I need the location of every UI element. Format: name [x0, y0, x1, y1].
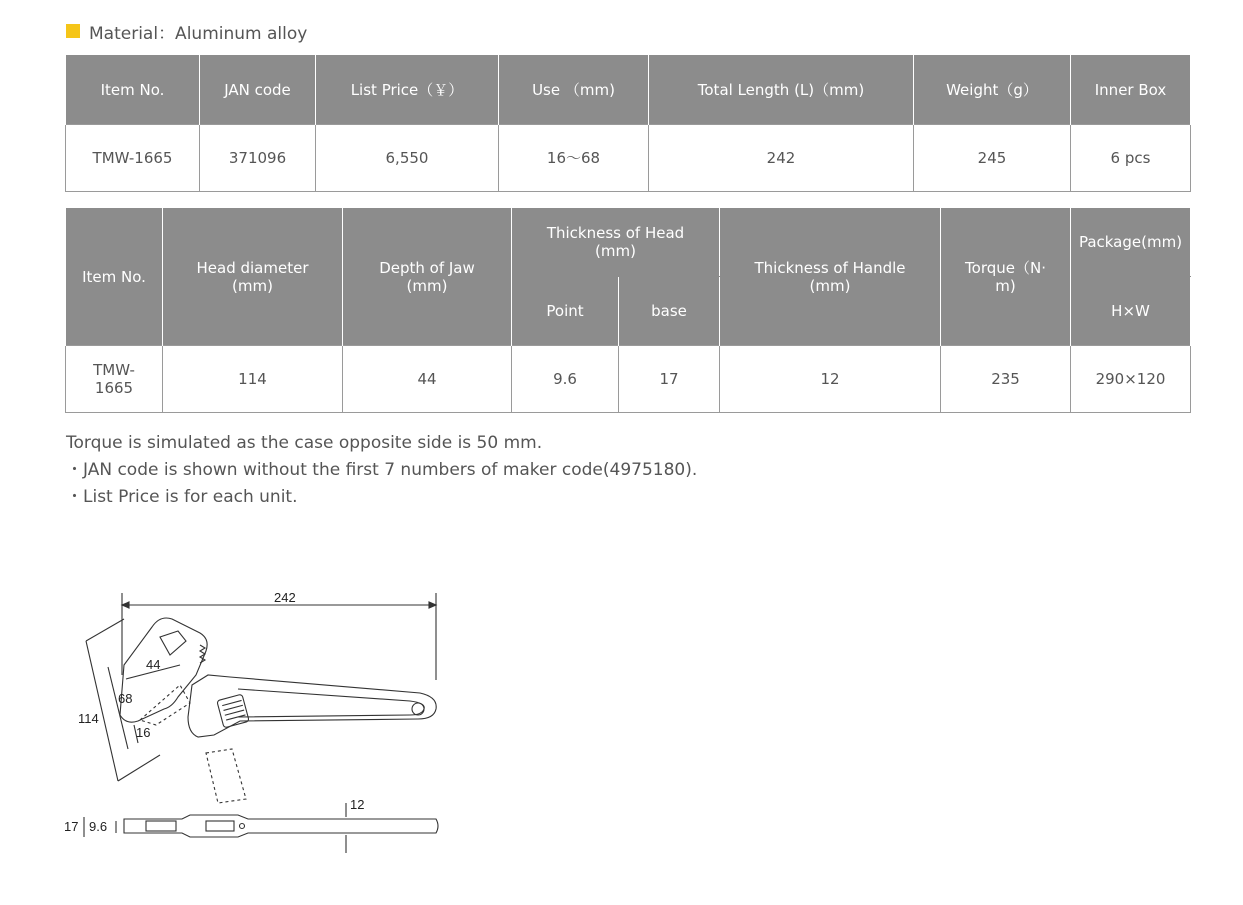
dimension-line: [118, 755, 160, 781]
header-torque: Torque（N· m): [941, 208, 1071, 346]
side-hole: [240, 824, 245, 829]
jaw-depth-label: 44: [146, 657, 161, 672]
cell-list-price: 6,550: [316, 125, 499, 192]
header-use: Use （mm): [499, 55, 649, 125]
cell-weight: 245: [914, 125, 1071, 192]
bullet-square-icon: [66, 24, 80, 38]
hang-hole: [412, 703, 424, 715]
cell-thickness-handle: 12: [720, 346, 941, 413]
table-header-row: [66, 55, 1191, 125]
dimension-line: [108, 667, 128, 749]
side-slot: [206, 821, 234, 831]
base-thickness-label: 17: [64, 819, 79, 834]
header-base: base: [619, 277, 720, 346]
table-header-row: [66, 208, 1191, 277]
cell-depth-of-jaw: 44: [343, 346, 512, 413]
jaw-rack-dashed: [206, 749, 246, 803]
header-point: Point: [512, 277, 619, 346]
header-item-no: Item No.: [66, 55, 200, 125]
note-line: ・JAN code is shown without the first 7 numbers of maker code(4975180).: [66, 460, 698, 480]
wrench-dimension-drawing: [60, 585, 445, 860]
cell-thickness-point: 9.6: [512, 346, 619, 413]
table-row: [66, 346, 1191, 413]
dimension-line: [86, 619, 124, 641]
material-line: [66, 20, 307, 42]
header-item-no: Item No.: [66, 208, 163, 346]
cell-inner-box: 6 pcs: [1071, 125, 1191, 192]
wrench-head: [120, 618, 207, 722]
cell-torque: 235: [941, 346, 1071, 413]
cell-item-no: TMW-1665: [66, 125, 200, 192]
header-inner-box: Inner Box: [1071, 55, 1191, 125]
handle-thickness-label: 12: [350, 797, 365, 812]
cell-use: 16～68: [499, 125, 649, 192]
header-package-size: H×W: [1071, 277, 1191, 346]
spec-table-dimensions: [65, 208, 1191, 413]
cell-head-diameter: 114: [163, 346, 343, 413]
material-label: Material：Aluminum alloy: [89, 23, 308, 44]
length-label: 242: [274, 590, 296, 605]
cell-package: 290×120: [1071, 346, 1191, 413]
head-slot: [160, 631, 186, 655]
side-view-outline: [124, 815, 438, 837]
side-slot: [146, 821, 176, 831]
header-jan-code: JAN code: [200, 55, 316, 125]
header-weight: Weight（g）: [914, 55, 1071, 125]
header-thickness-of-head: Thickness of Head (mm): [512, 208, 720, 277]
header-thickness-of-handle: Thickness of Handle (mm): [720, 208, 941, 346]
cell-total-length: 242: [649, 125, 914, 192]
handle-groove: [238, 689, 424, 717]
note-line: Torque is simulated as the case opposite side is 50 mm.: [66, 433, 543, 453]
note-line: ・List Price is for each unit.: [66, 487, 298, 507]
header-list-price: List Price（￥）: [316, 55, 499, 125]
header-package: Package(mm): [1071, 208, 1191, 277]
spec-table-main: [65, 55, 1191, 192]
point-thickness-label: 9.6: [89, 819, 108, 834]
cell-item-no: TMW- 1665: [66, 346, 163, 413]
adjust-knurl: [217, 694, 249, 728]
table-row: [66, 125, 1191, 192]
notes: [66, 430, 697, 511]
min-open-label: 16: [136, 725, 151, 740]
cell-jan-code: 371096: [200, 125, 316, 192]
header-total-length: Total Length (L)（mm): [649, 55, 914, 125]
cell-thickness-base: 17: [619, 346, 720, 413]
header-head-diameter: Head diameter (mm): [163, 208, 343, 346]
max-open-label: 68: [118, 691, 133, 706]
head-diameter-label: 114: [78, 711, 99, 726]
header-depth-of-jaw: Depth of Jaw (mm): [343, 208, 512, 346]
